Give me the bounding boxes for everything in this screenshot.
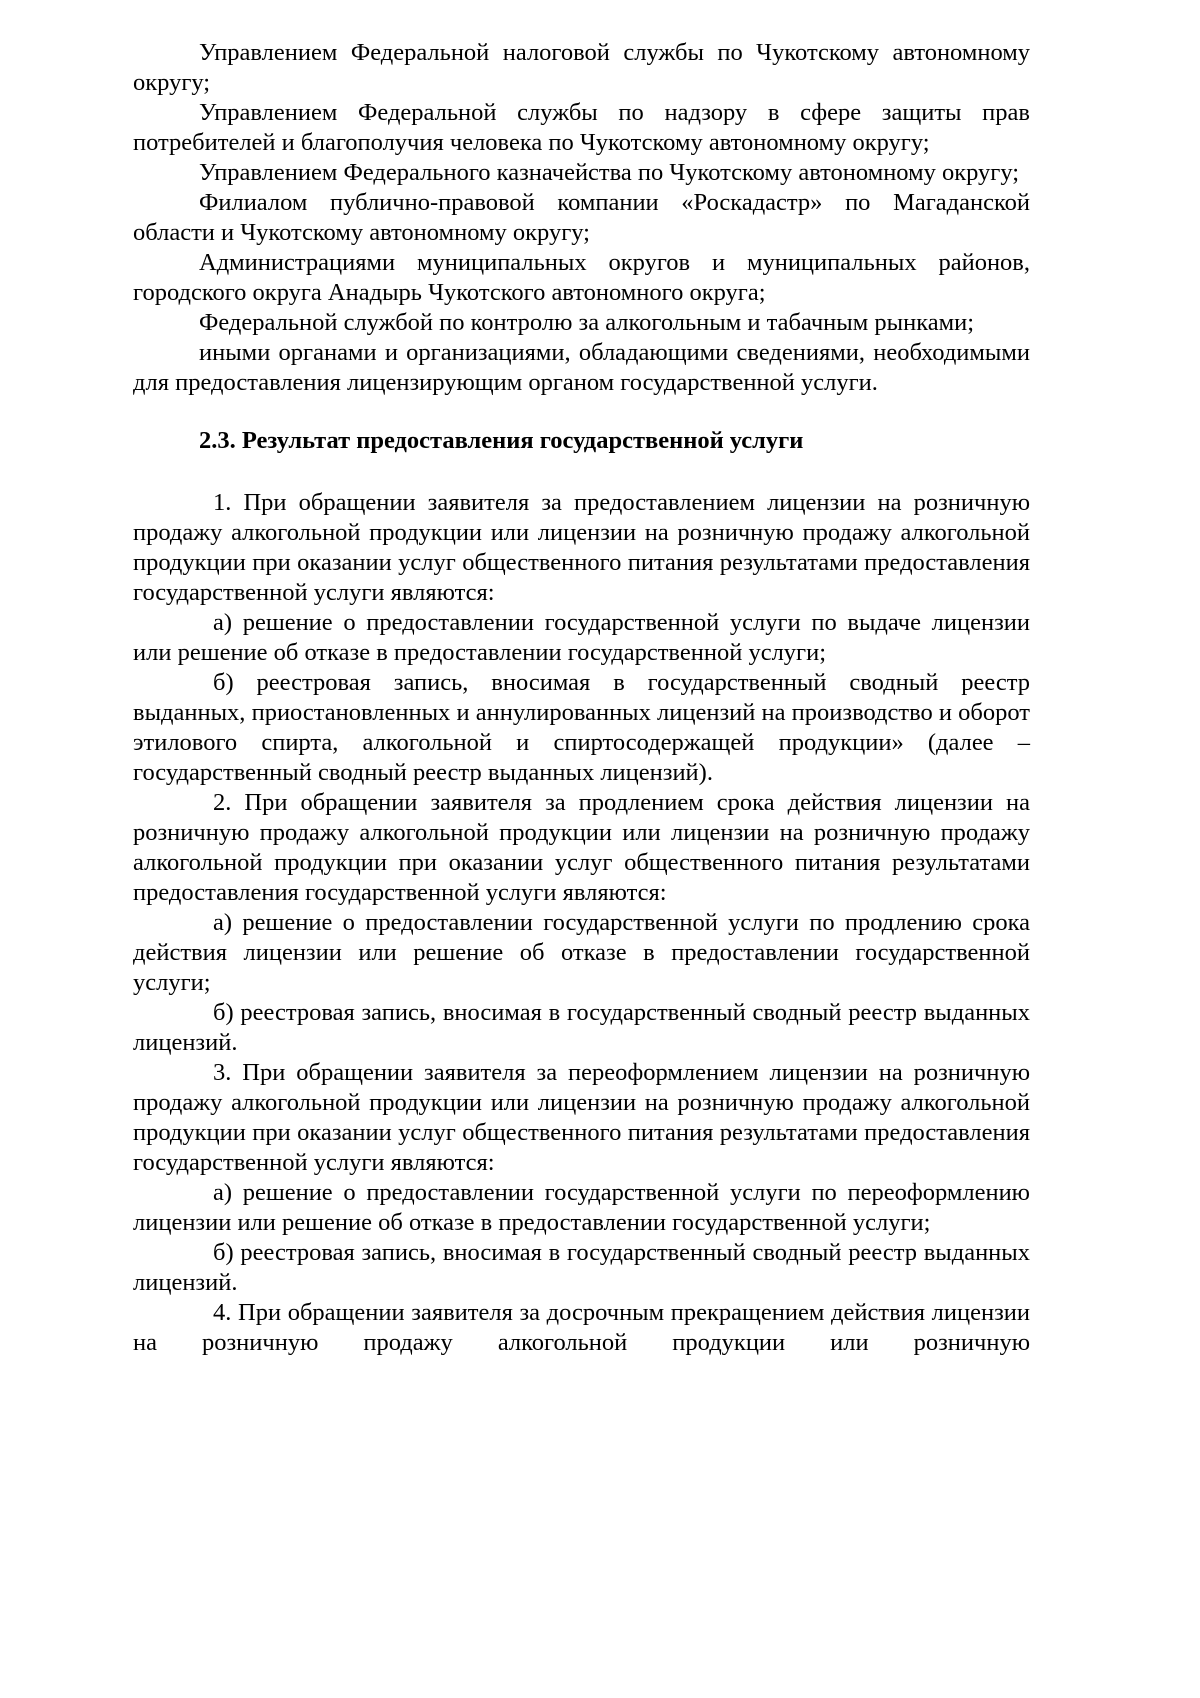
numbered-paragraph: 3. При обращении заявителя за переоформлением лицензии на розничную продажу алкогольной продукции или лицензии на розничную продажу алкогольной продукции при оказании услуг общественного питания результатами предоставления государственной услуги являются: <box>133 1059 1030 1176</box>
paragraph: Управлением Федерального казначейства по Чукотскому автономному округу; <box>199 159 1020 186</box>
paragraph: иными органами и организациями, обладающими сведениями, необходимыми для предоставления лицензирующим органом государственной услуги. <box>133 339 1030 396</box>
sub-item-paragraph: б) реестровая запись, вносимая в государственный сводный реестр выданных лицензий. <box>133 999 1030 1056</box>
paragraph: Управлением Федеральной налоговой службы по Чукотскому автономному округу; <box>133 39 1030 96</box>
section-heading: 2.3. Результат предоставления государственной услуги <box>199 427 804 454</box>
paragraph: Администрациями муниципальных округов и муниципальных районов, городского округа Анадырь Чукотского автономного округа; <box>133 249 1030 306</box>
sub-item-paragraph: а) решение о предоставлении государственной услуги по выдаче лицензии или решение об отказе в предоставлении государственной услуги; <box>133 609 1030 666</box>
paragraph: Федеральной службой по контролю за алкогольным и табачным рынками; <box>199 309 975 336</box>
document-body <box>133 38 1030 1358</box>
numbered-paragraph: 4. При обращении заявителя за досрочным прекращением действия лицензии на розничную продажу алкогольной продукции или розничную <box>133 1299 1030 1356</box>
sub-item-paragraph: а) решение о предоставлении государственной услуги по продлению срока действия лицензии или решение об отказе в предоставлении государственной услуги; <box>133 909 1030 996</box>
numbered-paragraph: 2. При обращении заявителя за продлением срока действия лицензии на розничную продажу алкогольной продукции или лицензии на розничную продажу алкогольной продукции при оказании услуг общественного питания результатами предоставления государственной услуги являются: <box>133 789 1030 906</box>
numbered-paragraph: 1. При обращении заявителя за предоставлением лицензии на розничную продажу алкогольной продукции или лицензии на розничную продажу алкогольной продукции при оказании услуг общественного питания результатами предоставления государственной услуги являются: <box>133 489 1030 606</box>
sub-item-paragraph: а) решение о предоставлении государственной услуги по переоформлению лицензии или решение об отказе в предоставлении государственной услуги; <box>133 1179 1030 1236</box>
sub-item-paragraph: б) реестровая запись, вносимая в государственный сводный реестр выданных лицензий. <box>133 1239 1030 1296</box>
sub-item-paragraph: б) реестровая запись, вносимая в государственный сводный реестр выданных, приостановленных и аннулированных лицензий на производство и оборот этилового спирта, алкогольной и спиртосодержащей продукции» (далее – государственный сводный реестр выданных лицензий). <box>133 669 1030 786</box>
paragraph: Управлением Федеральной службы по надзору в сфере защиты прав потребителей и благополучия человека по Чукотскому автономному округу; <box>133 99 1030 156</box>
paragraph: Филиалом публично-правовой компании «Роскадастр» по Магаданской области и Чукотскому автономному округу; <box>133 189 1030 246</box>
